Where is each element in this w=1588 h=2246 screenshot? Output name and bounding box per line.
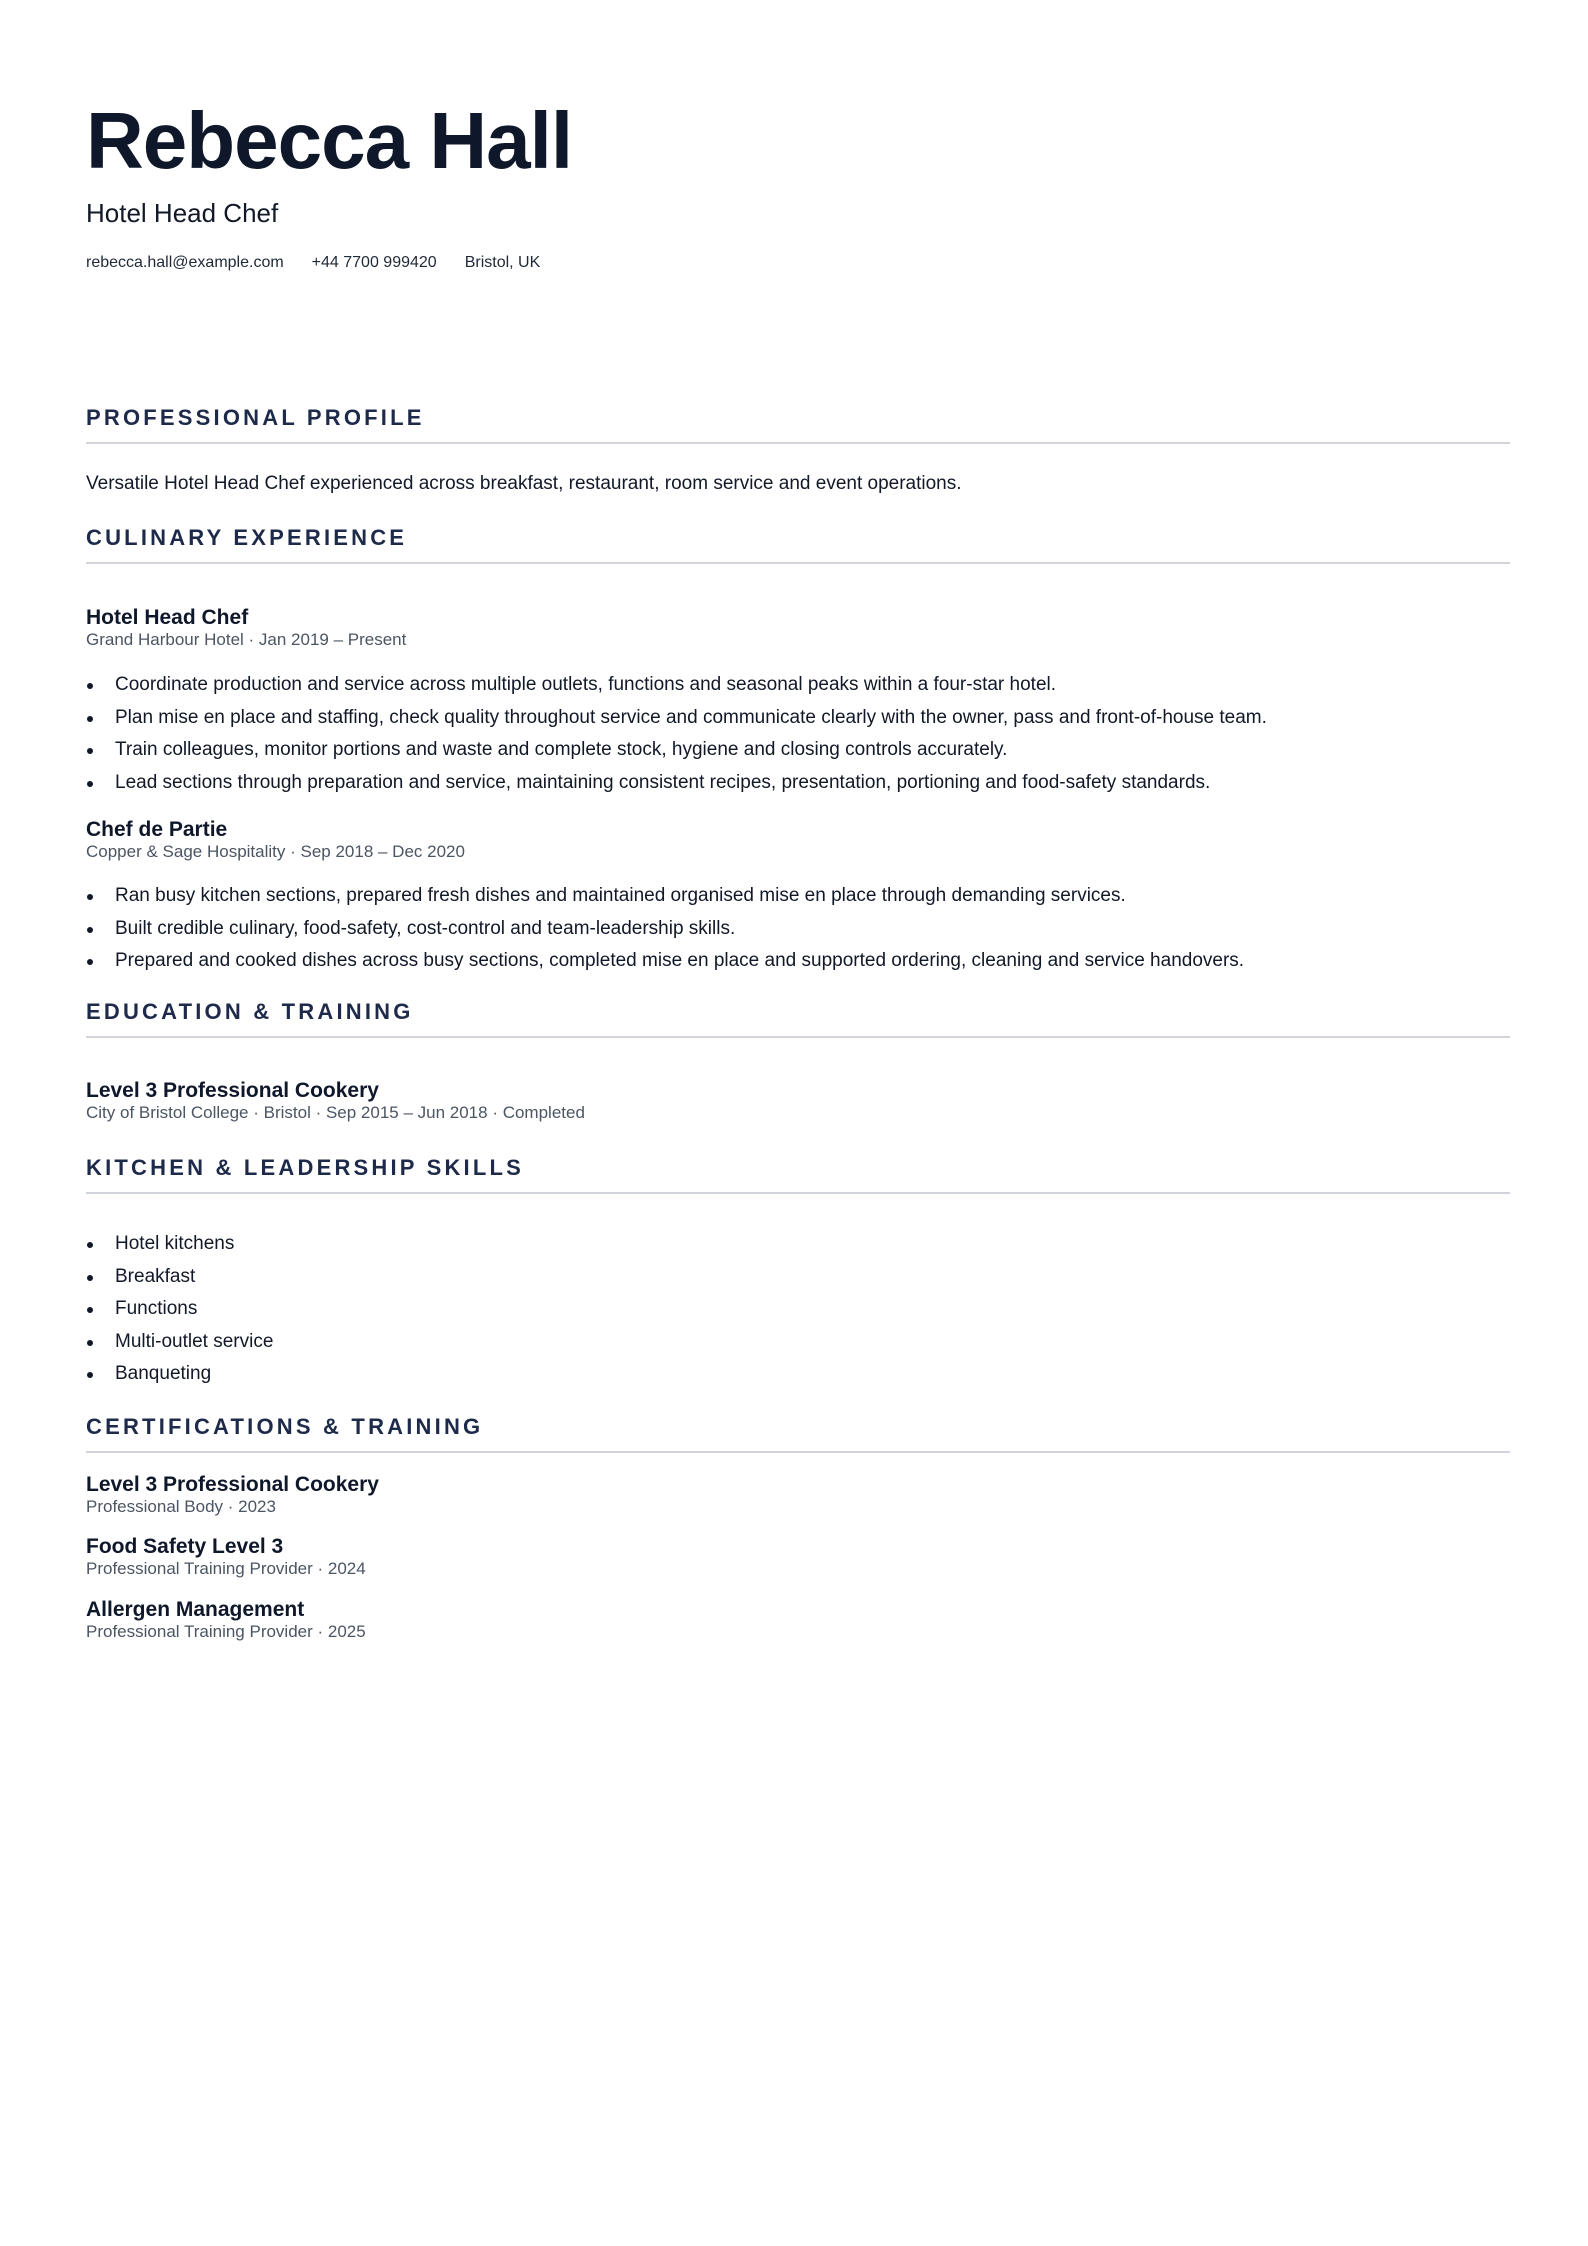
bullet-dot: [87, 1372, 93, 1378]
education-title: Level 3 Professional Cookery: [86, 1079, 379, 1102]
bullet-text: Ran busy kitchen sections, prepared fresh dishes and maintained organised mise en place through demanding services.: [115, 885, 1126, 906]
list-item: [86, 1326, 273, 1359]
section-heading-skills: KITCHEN & LEADERSHIP SKILLS: [86, 1155, 525, 1180]
list-item: [86, 669, 1267, 702]
job-bullets: [86, 669, 1267, 799]
skill-text: Banqueting: [115, 1363, 212, 1384]
certification-title: Level 3 Professional Cookery: [86, 1473, 379, 1496]
bullet-dot: [87, 748, 93, 754]
contact-email: rebecca.hall@example.com: [86, 254, 284, 271]
skill-text: Functions: [115, 1298, 198, 1319]
bullet-text: Plan mise en place and staffing, check quality throughout service and communicate clearly with the owner, pass and front-of-house team.: [115, 706, 1267, 728]
skill-text: Multi-outlet service: [115, 1330, 274, 1352]
bullet-dot: [87, 1307, 93, 1313]
list-item: [86, 880, 1244, 913]
candidate-name: Rebecca Hall: [86, 96, 573, 185]
job-bullets: [86, 880, 1244, 978]
bullet-text: Lead sections through preparation and service, maintaining consistent recipes, presentation, portioning and food-safety standards.: [115, 771, 1211, 793]
certification-title: Food Safety Level 3: [86, 1535, 284, 1558]
section-heading-profile: PROFESSIONAL PROFILE: [86, 405, 425, 430]
bullet-dot: [87, 716, 93, 722]
skill-text: Breakfast: [115, 1265, 196, 1287]
profile-summary: Versatile Hotel Head Chef experienced across breakfast, restaurant, room service and event operations.: [86, 473, 962, 494]
bullet-dot: [87, 1340, 93, 1346]
contact-line: [86, 252, 540, 274]
bullet-dot: [87, 959, 93, 965]
job-title: Hotel Head Chef: [86, 606, 249, 629]
list-item: [86, 734, 1267, 767]
contact-location: Bristol, UK: [464, 254, 541, 271]
section-divider: [86, 1451, 1510, 1453]
section-heading-education: EDUCATION & TRAINING: [86, 999, 414, 1024]
job-meta: Copper & Sage Hospitality · Sep 2018 – Dec 2020: [86, 842, 465, 861]
section-divider: [86, 1192, 1510, 1194]
list-item: [86, 1358, 273, 1391]
list-item: [86, 1293, 273, 1326]
section-divider: [86, 562, 1510, 564]
bullet-dot: [87, 781, 93, 787]
bullet-dot: [87, 927, 93, 933]
job-title: Chef de Partie: [86, 818, 228, 841]
certification-meta: Professional Body · 2023: [86, 1497, 276, 1516]
certification-title: Allergen Management: [86, 1598, 305, 1621]
section-heading-certifications: CERTIFICATIONS & TRAINING: [86, 1414, 484, 1439]
section-heading-experience: CULINARY EXPERIENCE: [86, 525, 408, 550]
section-divider: [86, 442, 1510, 444]
bullet-dot: [87, 1275, 93, 1281]
list-item: [86, 945, 1244, 978]
skills-list: [86, 1228, 273, 1391]
list-item: [86, 767, 1267, 800]
section-divider: [86, 1036, 1510, 1038]
list-item: [86, 702, 1267, 735]
candidate-role: Hotel Head Chef: [86, 198, 279, 228]
certification-meta: Professional Training Provider · 2025: [86, 1622, 366, 1641]
bullet-text: Prepared and cooked dishes across busy sections, completed mise en place and supported ordering, cleaning and service handovers.: [115, 950, 1245, 971]
job-meta: Grand Harbour Hotel · Jan 2019 – Present: [86, 630, 407, 649]
list-item: [86, 1261, 273, 1294]
contact-phone: +44 7700 999420: [311, 254, 437, 271]
list-item: [86, 1228, 273, 1261]
education-meta: City of Bristol College · Bristol · Sep 2015 – Jun 2018 · Completed: [86, 1103, 585, 1122]
skill-text: Hotel kitchens: [115, 1233, 235, 1254]
certification-meta: Professional Training Provider · 2024: [86, 1559, 366, 1578]
bullet-dot: [87, 894, 93, 900]
bullet-text: Coordinate production and service across multiple outlets, functions and seasonal peaks within a four-star hotel.: [115, 674, 1057, 695]
list-item: [86, 913, 1244, 946]
bullet-dot: [87, 683, 93, 689]
bullet-dot: [87, 1242, 93, 1248]
bullet-text: Train colleagues, monitor portions and waste and complete stock, hygiene and closing controls accurately.: [115, 739, 1008, 760]
bullet-text: Built credible culinary, food-safety, cost-control and team-leadership skills.: [115, 917, 736, 939]
